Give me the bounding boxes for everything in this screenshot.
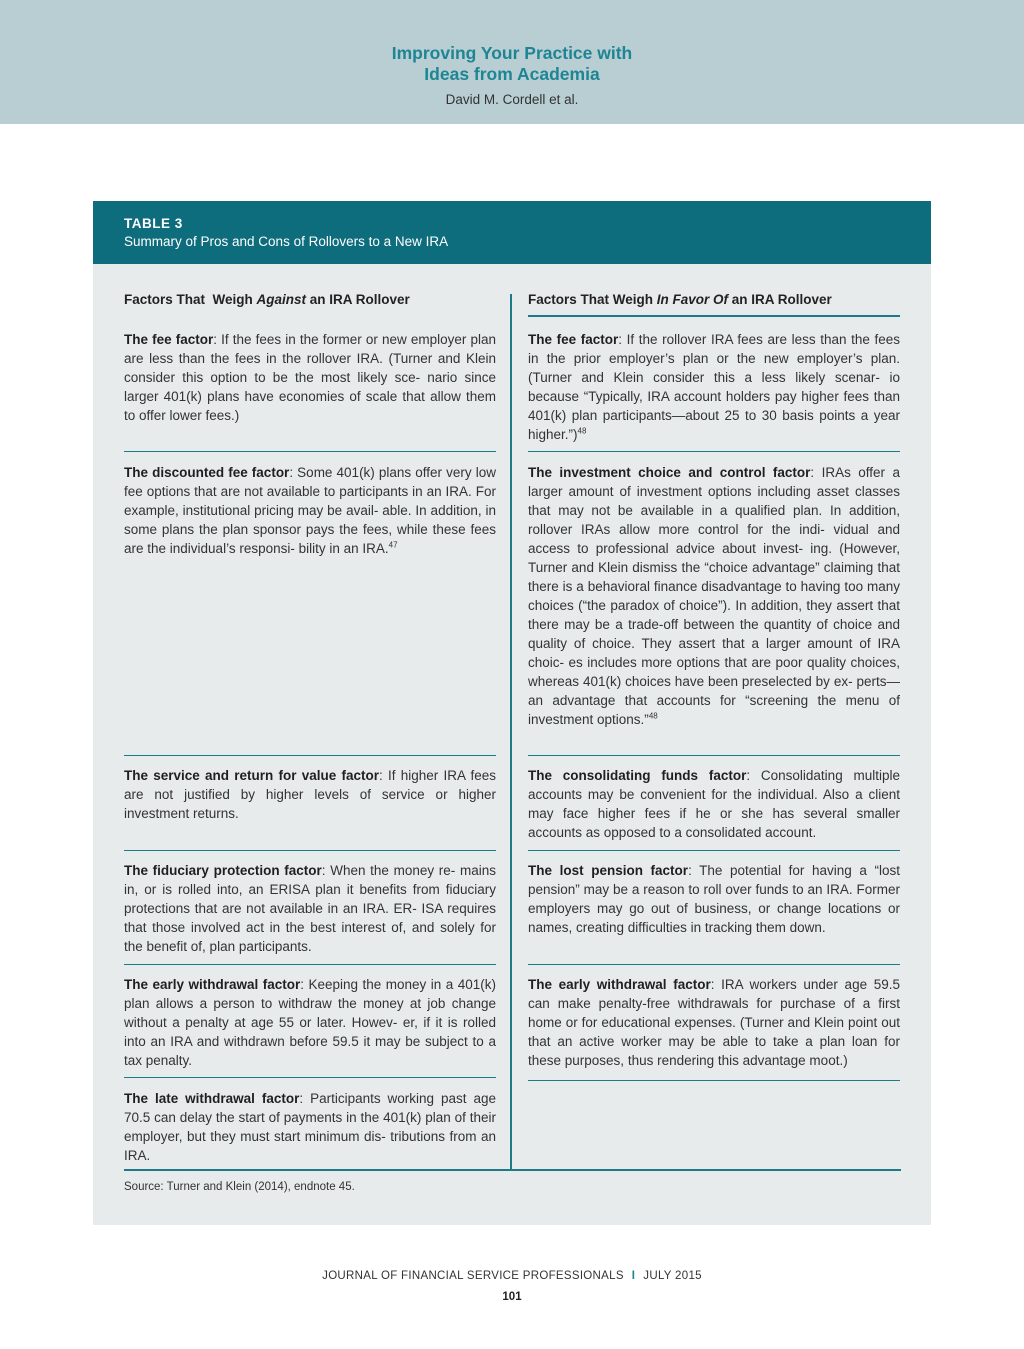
factor-text: : If the rollover IRA fees are less than the fees in the prior employer’s plan or the new employer’s plan. (Turner and Klein consider this a less likely scenar- io because “Typically, IRA account holders pay higher fees than 401(k) plan participants—about 25 to 30 basis points a year higher.”) (528, 332, 900, 442)
row-divider (528, 1080, 900, 1081)
column-header-in-favor (528, 292, 832, 307)
table-title-bar (93, 201, 931, 264)
column-header-against-em: Against (256, 292, 307, 307)
column-header-against (124, 292, 410, 307)
row-divider (124, 1077, 496, 1078)
footer-separator: I (631, 1270, 636, 1282)
table-caption: Summary of Pros and Cons of Rollovers to a New IRA (124, 234, 449, 249)
factor-term: The fee factor (124, 332, 214, 347)
table-bottom-rule (124, 1169, 901, 1171)
against-discounted-fee-factor-cell (124, 463, 496, 558)
column-header-in-favor-em: In Favor Of (656, 292, 729, 307)
column-header-in-favor-pre: Factors That Weigh (528, 292, 657, 307)
article-title (0, 43, 1024, 84)
factor-text: : The potential for having a “lost pension” may be a reason to roll over funds to an IRA. Former employers may go out of business, or change locations or names, creating difficulties in tracking them down. (528, 863, 900, 935)
article-title-line-1: Improving Your Practice with (391, 43, 633, 63)
factor-text: : When the money re- mains in, or is rolled into, an ERISA plan it benefits from fiduciary protections that are not available in an IRA. ER- ISA requires that those involved act in the best interest of, and solely for the benefit of, plan participants. (124, 863, 496, 954)
issue-date: JULY 2015 (643, 1270, 702, 1282)
endnote-ref: 48 (577, 426, 587, 436)
factor-term: The investment choice and control factor (528, 465, 811, 480)
column-header-against-post: an IRA Rollover (306, 292, 410, 307)
row-divider (124, 755, 496, 756)
factor-term: The fiduciary protection factor (124, 863, 322, 878)
journal-name: JOURNAL OF FINANCIAL SERVICE PROFESSIONALS (322, 1270, 624, 1282)
factor-term: The fee factor (528, 332, 619, 347)
row-divider (528, 451, 900, 452)
row-divider (528, 755, 900, 756)
column-header-rule-right (528, 315, 900, 317)
article-author: David M. Cordell et al. (445, 92, 579, 107)
favor-fee-factor-cell (528, 330, 900, 444)
factor-text: : Keeping the money in a 401(k) plan allows a person to withdraw the money at job change without a penalty at age 55 or later. Howev- er, if it is rolled into an IRA and withdrawn before 59.5 it may be subject to a tax penalty. (124, 977, 496, 1068)
factor-term: The early withdrawal factor (124, 977, 301, 992)
page-footer (0, 1270, 1024, 1282)
row-divider (124, 850, 496, 851)
row-divider (528, 850, 900, 851)
endnote-ref: 48 (648, 711, 658, 721)
row-divider (124, 964, 496, 965)
factor-term: The lost pension factor (528, 863, 689, 878)
page-number: 101 (502, 1291, 522, 1303)
row-divider (528, 964, 900, 965)
against-fee-factor-cell (124, 330, 496, 425)
factor-text: : IRAs offer a larger amount of investment options including asset classes that may not be available in a qualified plan. In addition, rollover IRAs allow more control for the indi- vidual and access to professional advice about invest- ing. (However, Turner and Klein dismiss the “choice advantage” claiming that there is a behavioral finance disadvantage to having too many choices (“the paradox of choice”). In addition, they assert that there may be a trade-off between the quantity of choice and quality of choice. They assert that a larger amount of IRA choic- es includes more options that are poor quality choices, whereas 401(k) choices have been preselected by ex- perts—an advantage that accounts for “screening the menu of investment options.” (528, 465, 900, 727)
against-early-withdrawal-factor-cell (124, 975, 496, 1070)
column-divider (510, 294, 512, 1170)
column-header-in-favor-post: an IRA Rollover (728, 292, 832, 307)
factor-text: : Some 401(k) plans offer very low fee options that are not available to participants in an IRA. For example, institutional pricing may be avail- able. In addition, in some plans the plan sponsor pays the fees, while these fees are the individual’s responsi- bility in an IRA. (124, 465, 497, 556)
factor-term: The service and return for value factor (124, 768, 379, 783)
factor-text: : Consolidating multiple accounts may be convenient for the individual. Also a client may face higher fees if he or she has several smaller accounts as opposed to a consolidated account. (528, 768, 900, 840)
endnote-ref: 47 (388, 540, 398, 550)
against-fiduciary-protection-factor-cell (124, 861, 496, 956)
table-source-note: Source: Turner and Klein (2014), endnote 45. (124, 1181, 355, 1193)
favor-investment-choice-factor-cell (528, 463, 900, 729)
against-late-withdrawal-factor-cell (124, 1089, 496, 1165)
factor-text: : Participants working past age 70.5 can delay the start of payments in the 401(k) plan of their employer, but they must start minimum dis- tributions from an IRA. (124, 1091, 496, 1163)
factor-term: The late withdrawal factor (124, 1091, 300, 1106)
column-header-against-pre: Factors That Weigh (124, 292, 257, 307)
factor-text: : If the fees in the former or new employer plan are less than the fees in the rollover IRA. (Turner and Klein consider this option to be the most likely sce- nario since larger 401(k) plans have economies of scale that allow them to offer lower fees.) (124, 332, 496, 423)
factor-text: : If higher IRA fees are not justified by higher levels of service or higher investment returns. (124, 768, 496, 821)
article-title-line-2: Ideas from Academia (424, 63, 600, 84)
factor-text: : IRA workers under age 59.5 can make penalty-free withdrawals for purchase of a first home or for educational expenses. (Turner and Klein point out that an active worker may be able to take a plan loan for these purposes, thus rendering this advantage moot.) (528, 977, 900, 1068)
factor-term: The discounted fee factor (124, 465, 290, 480)
favor-consolidating-funds-factor-cell (528, 766, 900, 842)
favor-early-withdrawal-factor-cell (528, 975, 900, 1070)
favor-lost-pension-factor-cell (528, 861, 900, 937)
page-header (0, 0, 1024, 124)
row-divider (124, 451, 496, 452)
against-service-return-factor-cell (124, 766, 496, 823)
factor-term: The consolidating funds factor (528, 768, 747, 783)
factor-term: The early withdrawal factor (528, 977, 711, 992)
table-label: TABLE 3 (124, 216, 183, 231)
